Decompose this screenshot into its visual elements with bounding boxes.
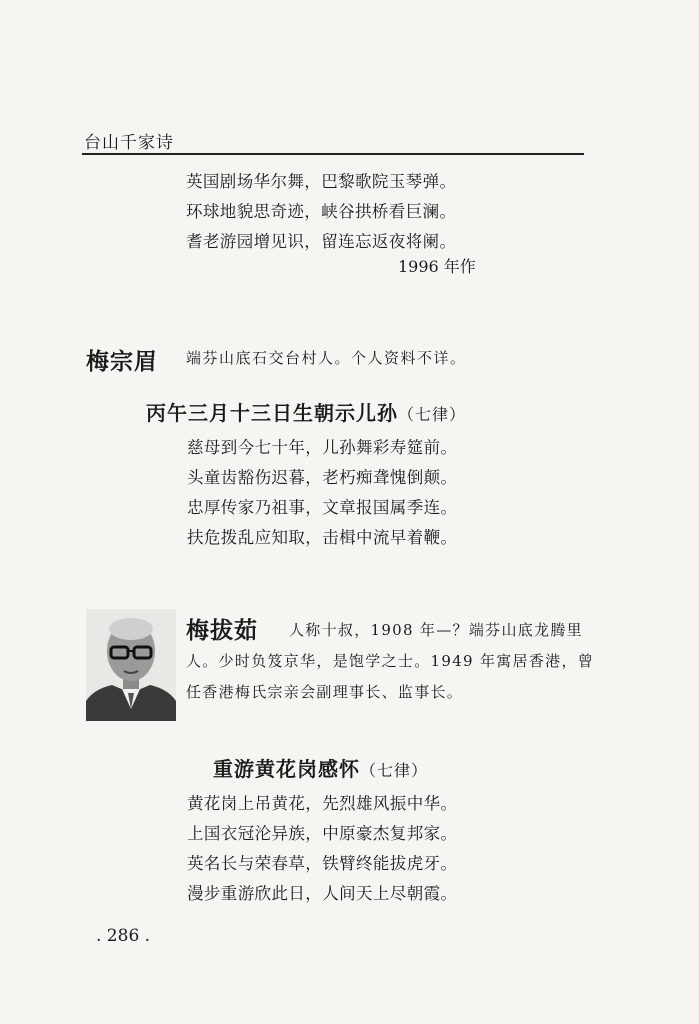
poem-line: 黄花岗上吊黄花，先烈雄风振中华。 [187, 794, 458, 813]
running-header-title: 台山千家诗 [84, 133, 174, 153]
poem-line: 英名长与荣春草，铁臂终能拔虎牙。 [187, 854, 458, 873]
poem-date-note: 1996 年作 [398, 257, 476, 276]
poem-form-label: （七律） [398, 405, 467, 424]
poem-form-label: （七律） [360, 761, 429, 780]
poem-line: 耆老游园增见识，留连忘返夜将阑。 [186, 232, 457, 251]
author-name: 梅拔茹 [186, 618, 258, 644]
author-name: 梅宗眉 [86, 349, 158, 375]
poem-title [213, 753, 428, 782]
poem-line: 环球地貌思奇迹，峡谷拱桥看巨澜。 [186, 202, 457, 221]
poem-title-text: 丙午三月十三日生朝示儿孙 [146, 401, 398, 425]
poem-line: 慈母到今七十年，儿孙舞彩寿筵前。 [187, 438, 458, 457]
poem-title-text: 重游黄花岗感怀 [213, 757, 360, 781]
poem-line: 扶危拨乱应知取，击楫中流早着鞭。 [187, 528, 458, 547]
author-portrait-photo [86, 609, 176, 721]
author-bio: 端芬山底石交台村人。个人资料不详。 [186, 349, 467, 367]
poem-line: 上国衣冠沦异族，中原豪杰复邦家。 [187, 824, 458, 843]
poem-line: 忠厚传家乃祖事，文章报国属季连。 [187, 498, 458, 517]
header-rule [82, 153, 584, 155]
poem-title [146, 397, 466, 426]
poem-body [187, 433, 457, 553]
poem-line: 漫步重游欣此日，人间天上尽朝霞。 [187, 884, 458, 903]
page-number: . 286 . [96, 926, 151, 946]
poem-body [187, 789, 457, 909]
poem-top-stanza [186, 167, 456, 257]
author-bio: 人称十叔，1908 年—？端芬山底龙腾里人。少时负笈京华，是饱学之士。1949 年寓居香港，曾任香港梅氏宗亲会副理事长、监事长。 [186, 621, 595, 701]
poem-line: 英国剧场华尔舞，巴黎歌院玉琴弹。 [186, 172, 457, 191]
poem-line: 头童齿豁伤迟暮，老朽痴聋愧倒颠。 [187, 468, 458, 487]
